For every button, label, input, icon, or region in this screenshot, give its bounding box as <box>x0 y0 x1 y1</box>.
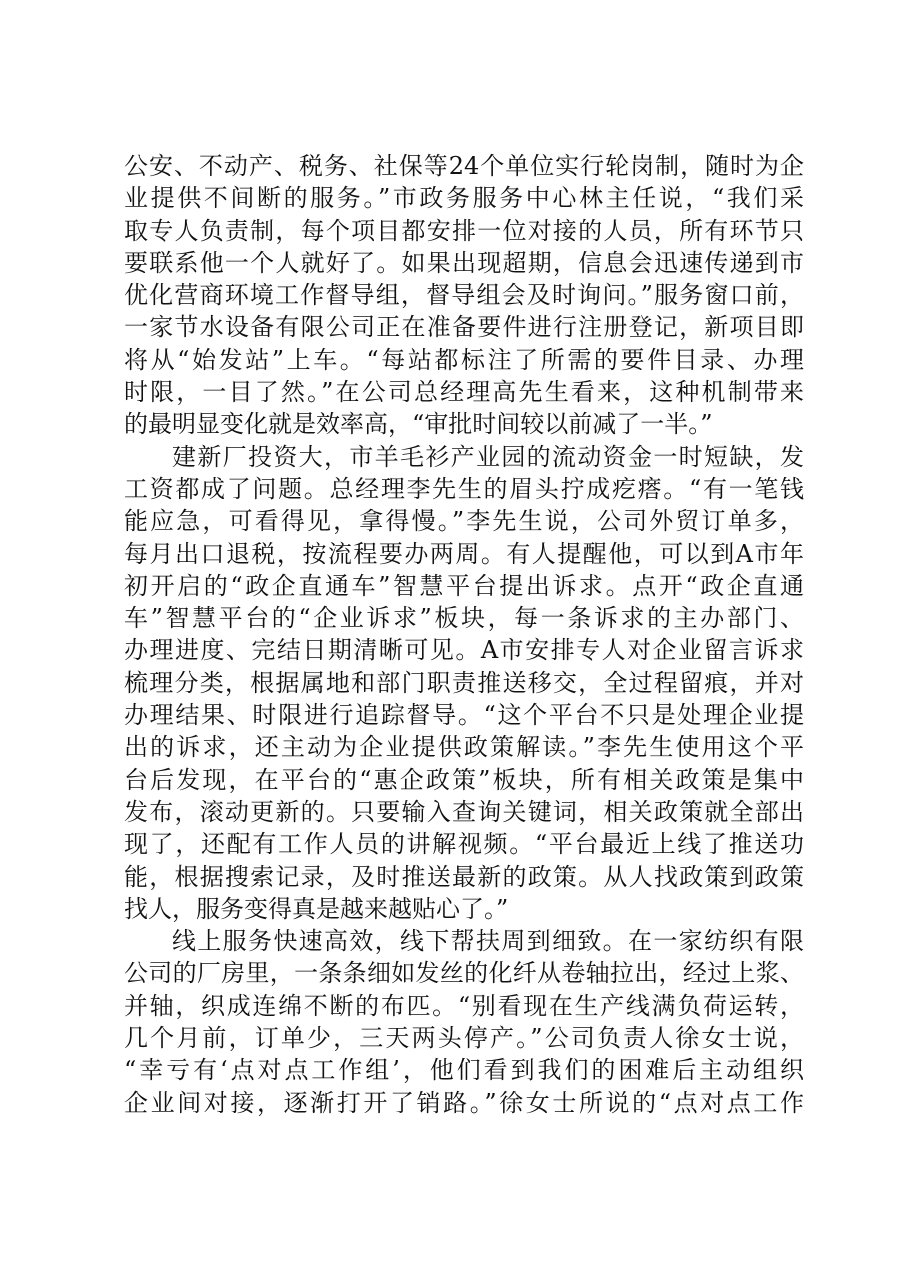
body-text <box>124 150 804 1119</box>
text-line: 业提供不间断的服务。”市政务服务中心林主任说，“我们采 <box>124 184 804 213</box>
text-line: 将从“始发站”上车。“每站都标注了所需的要件目录、办理 <box>124 345 804 374</box>
text-line: 取专人负责制，每个项目都安排一位对接的人员，所有环节只 <box>124 216 804 245</box>
text-line: 现了，还配有工作人员的讲解视频。“平台最近上线了推送功 <box>124 830 804 859</box>
text-line: 公司的厂房里，一条条细如发丝的化纤从卷轴拉出，经过上浆、 <box>124 959 804 988</box>
text-line: 能应急，可看得见，拿得慢。”李先生说，公司外贸订单多， <box>124 507 804 536</box>
text-line: 梳理分类，根据属地和部门职责推送移交，全过程留痕，并对 <box>124 668 804 697</box>
text-line: “幸亏有‘点对点工作组’，他们看到我们的困难后主动组织 <box>124 1056 804 1085</box>
paragraph-first-line: 线上服务快速高效，线下帮扶周到细致。在一家纺织有限 <box>172 927 804 956</box>
text-line: 发布，滚动更新的。只要输入查询关键词，相关政策就全部出 <box>124 797 804 826</box>
text-line: 工资都成了问题。总经理李先生的眉头拧成疙瘩。“有一笔钱 <box>124 474 804 503</box>
text-line: 每月出口退税，按流程要办两周。有人提醒他，可以到A市年 <box>124 539 804 568</box>
text-line: 公安、不动产、税务、社保等24个单位实行轮岗制，随时为企 <box>124 152 804 180</box>
text-line: 并轴，织成连绵不断的布匹。“别看现在生产线满负荷运转， <box>124 991 804 1020</box>
text-line: 初开启的“政企直通车”智慧平台提出诉求。点开“政企直通 <box>124 571 804 600</box>
text-line: 办理进度、完结日期清晰可见。A市安排专人对企业留言诉求 <box>124 636 804 665</box>
text-line: 台后发现，在平台的“惠企政策”板块，所有相关政策是集中 <box>124 765 804 794</box>
text-line: 车”智慧平台的“企业诉求”板块，每一条诉求的主办部门、 <box>124 604 804 633</box>
text-line: 一家节水设备有限公司正在准备要件进行注册登记，新项目即 <box>124 313 804 342</box>
text-line: 的最明显变化就是效率高，“审批时间较以前减了一半。” <box>124 410 713 439</box>
text-line: 几个月前，订单少，三天两头停产。”公司负责人徐女士说， <box>124 1024 804 1053</box>
text-line: 找人，服务变得真是越来越贴心了。” <box>124 894 509 923</box>
text-line: 要联系他一个人就好了。如果出现超期，信息会迅速传递到市 <box>124 248 804 277</box>
text-line: 办理结果、时限进行追踪督导。“这个平台不只是处理企业提 <box>124 701 804 730</box>
text-line: 企业间对接，逐渐打开了销路。”徐女士所说的“点对点工作 <box>124 1088 804 1117</box>
text-line: 时限，一目了然。”在公司总经理高先生看来，这种机制带来 <box>124 378 804 407</box>
text-line: 能，根据搜索记录，及时推送最新的政策。从人找政策到政策 <box>124 862 804 891</box>
paragraph-first-line: 建新厂投资大，市羊毛衫产业园的流动资金一时短缺，发 <box>172 442 804 471</box>
text-line: 优化营商环境工作督导组，督导组会及时询问。”服务窗口前， <box>124 281 804 310</box>
text-line: 出的诉求，还主动为企业提供政策解读。”李先生使用这个平 <box>124 733 804 762</box>
